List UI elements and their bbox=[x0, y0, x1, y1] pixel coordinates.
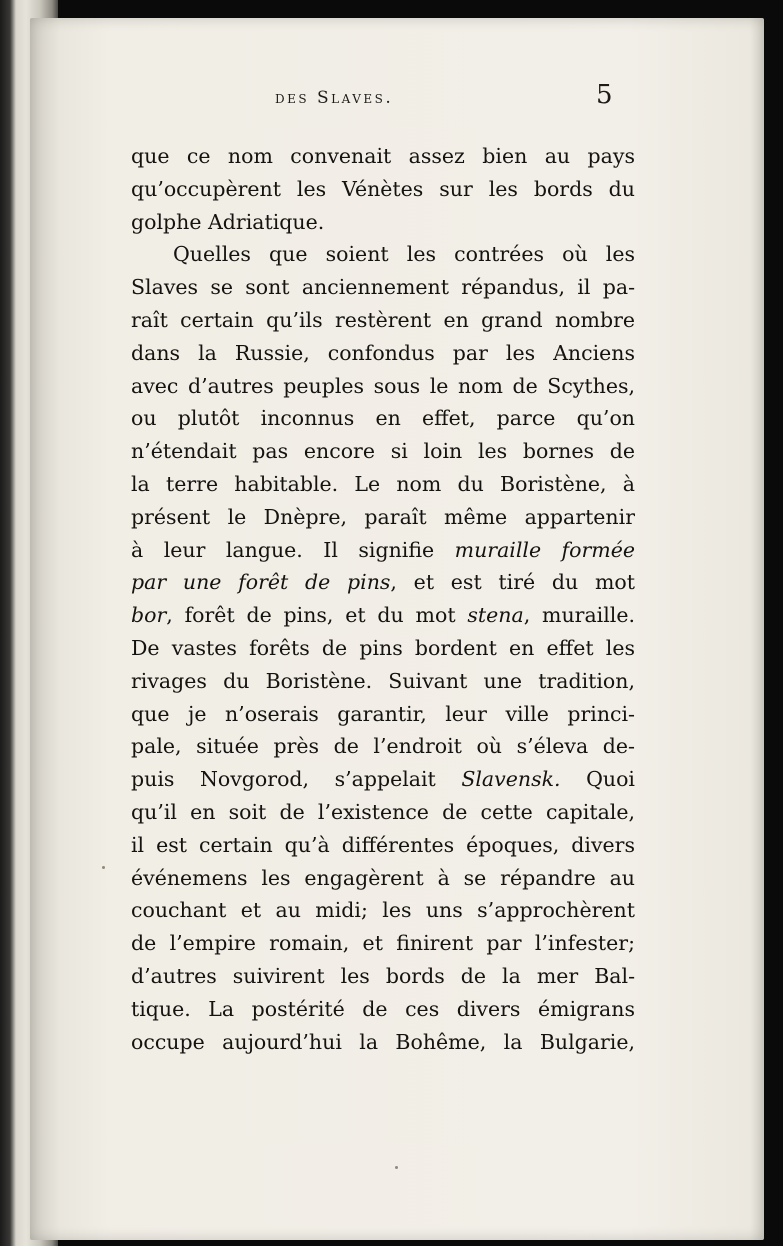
text-run: raît certain qu’ils restèrent en grand nombre bbox=[131, 307, 635, 332]
text-line bbox=[131, 435, 635, 468]
text-line bbox=[131, 468, 635, 501]
text-line bbox=[131, 829, 635, 862]
text-run: n’étendait pas encore si loin les bornes de bbox=[131, 439, 635, 464]
text-line bbox=[131, 927, 635, 960]
text-line bbox=[131, 599, 635, 632]
text-line bbox=[131, 206, 635, 239]
text-line bbox=[131, 501, 635, 534]
italic-text: muraille formée bbox=[454, 537, 635, 562]
italic-text: Slavensk. bbox=[461, 767, 561, 792]
text-run: dans la Russie, confondus par les Anciens bbox=[131, 340, 635, 365]
text-line bbox=[131, 1026, 635, 1059]
page-number: 5 bbox=[596, 80, 613, 110]
running-head bbox=[100, 76, 660, 116]
italic-text: bor bbox=[131, 603, 167, 628]
paper-speck bbox=[395, 1166, 398, 1169]
text-line bbox=[131, 238, 635, 271]
text-run: , muraille. bbox=[523, 603, 635, 628]
text-run: qu’occupèrent les Vénètes sur les bords du bbox=[131, 176, 635, 201]
running-head-title: des Slaves. bbox=[275, 88, 394, 108]
text-line bbox=[131, 271, 635, 304]
text-run: avec d’autres peuples sous le nom de Scythes, bbox=[131, 373, 635, 398]
text-run: de l’empire romain, et finirent par l’infester; bbox=[131, 931, 635, 956]
text-run: il est certain qu’à différentes époques, divers bbox=[131, 832, 635, 857]
text-line bbox=[131, 993, 635, 1026]
text-run: qu’il en soit de l’existence de cette capitale, bbox=[131, 799, 635, 824]
text-run: que je n’oserais garantir, leur ville princi- bbox=[131, 701, 635, 726]
text-line bbox=[131, 534, 635, 567]
text-run: tique. La postérité de ces divers émigrans bbox=[131, 996, 635, 1021]
text-line bbox=[131, 370, 635, 403]
text-run: ou plutôt inconnus en effet, parce qu’on bbox=[131, 406, 635, 431]
text-line bbox=[131, 173, 635, 206]
paper-speck bbox=[102, 866, 105, 869]
text-run: , et est tiré du mot bbox=[390, 570, 635, 595]
text-run: occupe aujourd’hui la Bohême, la Bulgarie, bbox=[131, 1029, 635, 1054]
text-line bbox=[131, 730, 635, 763]
text-run: événemens les engagèrent à se répandre au bbox=[131, 865, 635, 890]
text-run: pale, située près de l’endroit où s’éleva de- bbox=[131, 734, 635, 759]
text-run: De vastes forêts de pins bordent en effet les bbox=[131, 635, 635, 660]
body-text bbox=[131, 140, 635, 1058]
text-line bbox=[131, 402, 635, 435]
text-run: Slaves se sont anciennement répandus, il pa- bbox=[131, 275, 635, 300]
text-line bbox=[131, 304, 635, 337]
text-run: la terre habitable. Le nom du Boristène, à bbox=[131, 471, 635, 496]
text-run: à leur langue. Il signifie bbox=[131, 537, 455, 562]
text-line bbox=[131, 566, 635, 599]
text-run: d’autres suivirent les bords de la mer Bal- bbox=[131, 963, 635, 988]
text-line bbox=[131, 862, 635, 895]
text-run: Quelles que soient les contrées où les bbox=[173, 242, 635, 267]
text-line bbox=[131, 140, 635, 173]
text-line bbox=[131, 763, 635, 796]
text-run: couchant et au midi; les uns s’approchèrent bbox=[131, 898, 635, 923]
text-run: présent le Dnèpre, paraît même appartenir bbox=[131, 504, 635, 529]
text-run: , forêt de pins, et du mot bbox=[166, 603, 468, 628]
italic-text: stena bbox=[467, 603, 524, 628]
text-run: rivages du Boristène. Suivant une tradition, bbox=[131, 668, 635, 693]
text-run: golphe Adriatique. bbox=[131, 209, 325, 234]
text-line bbox=[131, 632, 635, 665]
text-run: Quoi bbox=[560, 767, 635, 792]
text-line bbox=[131, 894, 635, 927]
text-line bbox=[131, 337, 635, 370]
text-line bbox=[131, 665, 635, 698]
text-line bbox=[131, 698, 635, 731]
text-line bbox=[131, 960, 635, 993]
text-run: puis Novgorod, s’appelait bbox=[131, 767, 462, 792]
text-line bbox=[131, 796, 635, 829]
text-run: que ce nom convenait assez bien au pays bbox=[131, 144, 635, 168]
italic-text: par une forêt de pins bbox=[131, 570, 391, 595]
